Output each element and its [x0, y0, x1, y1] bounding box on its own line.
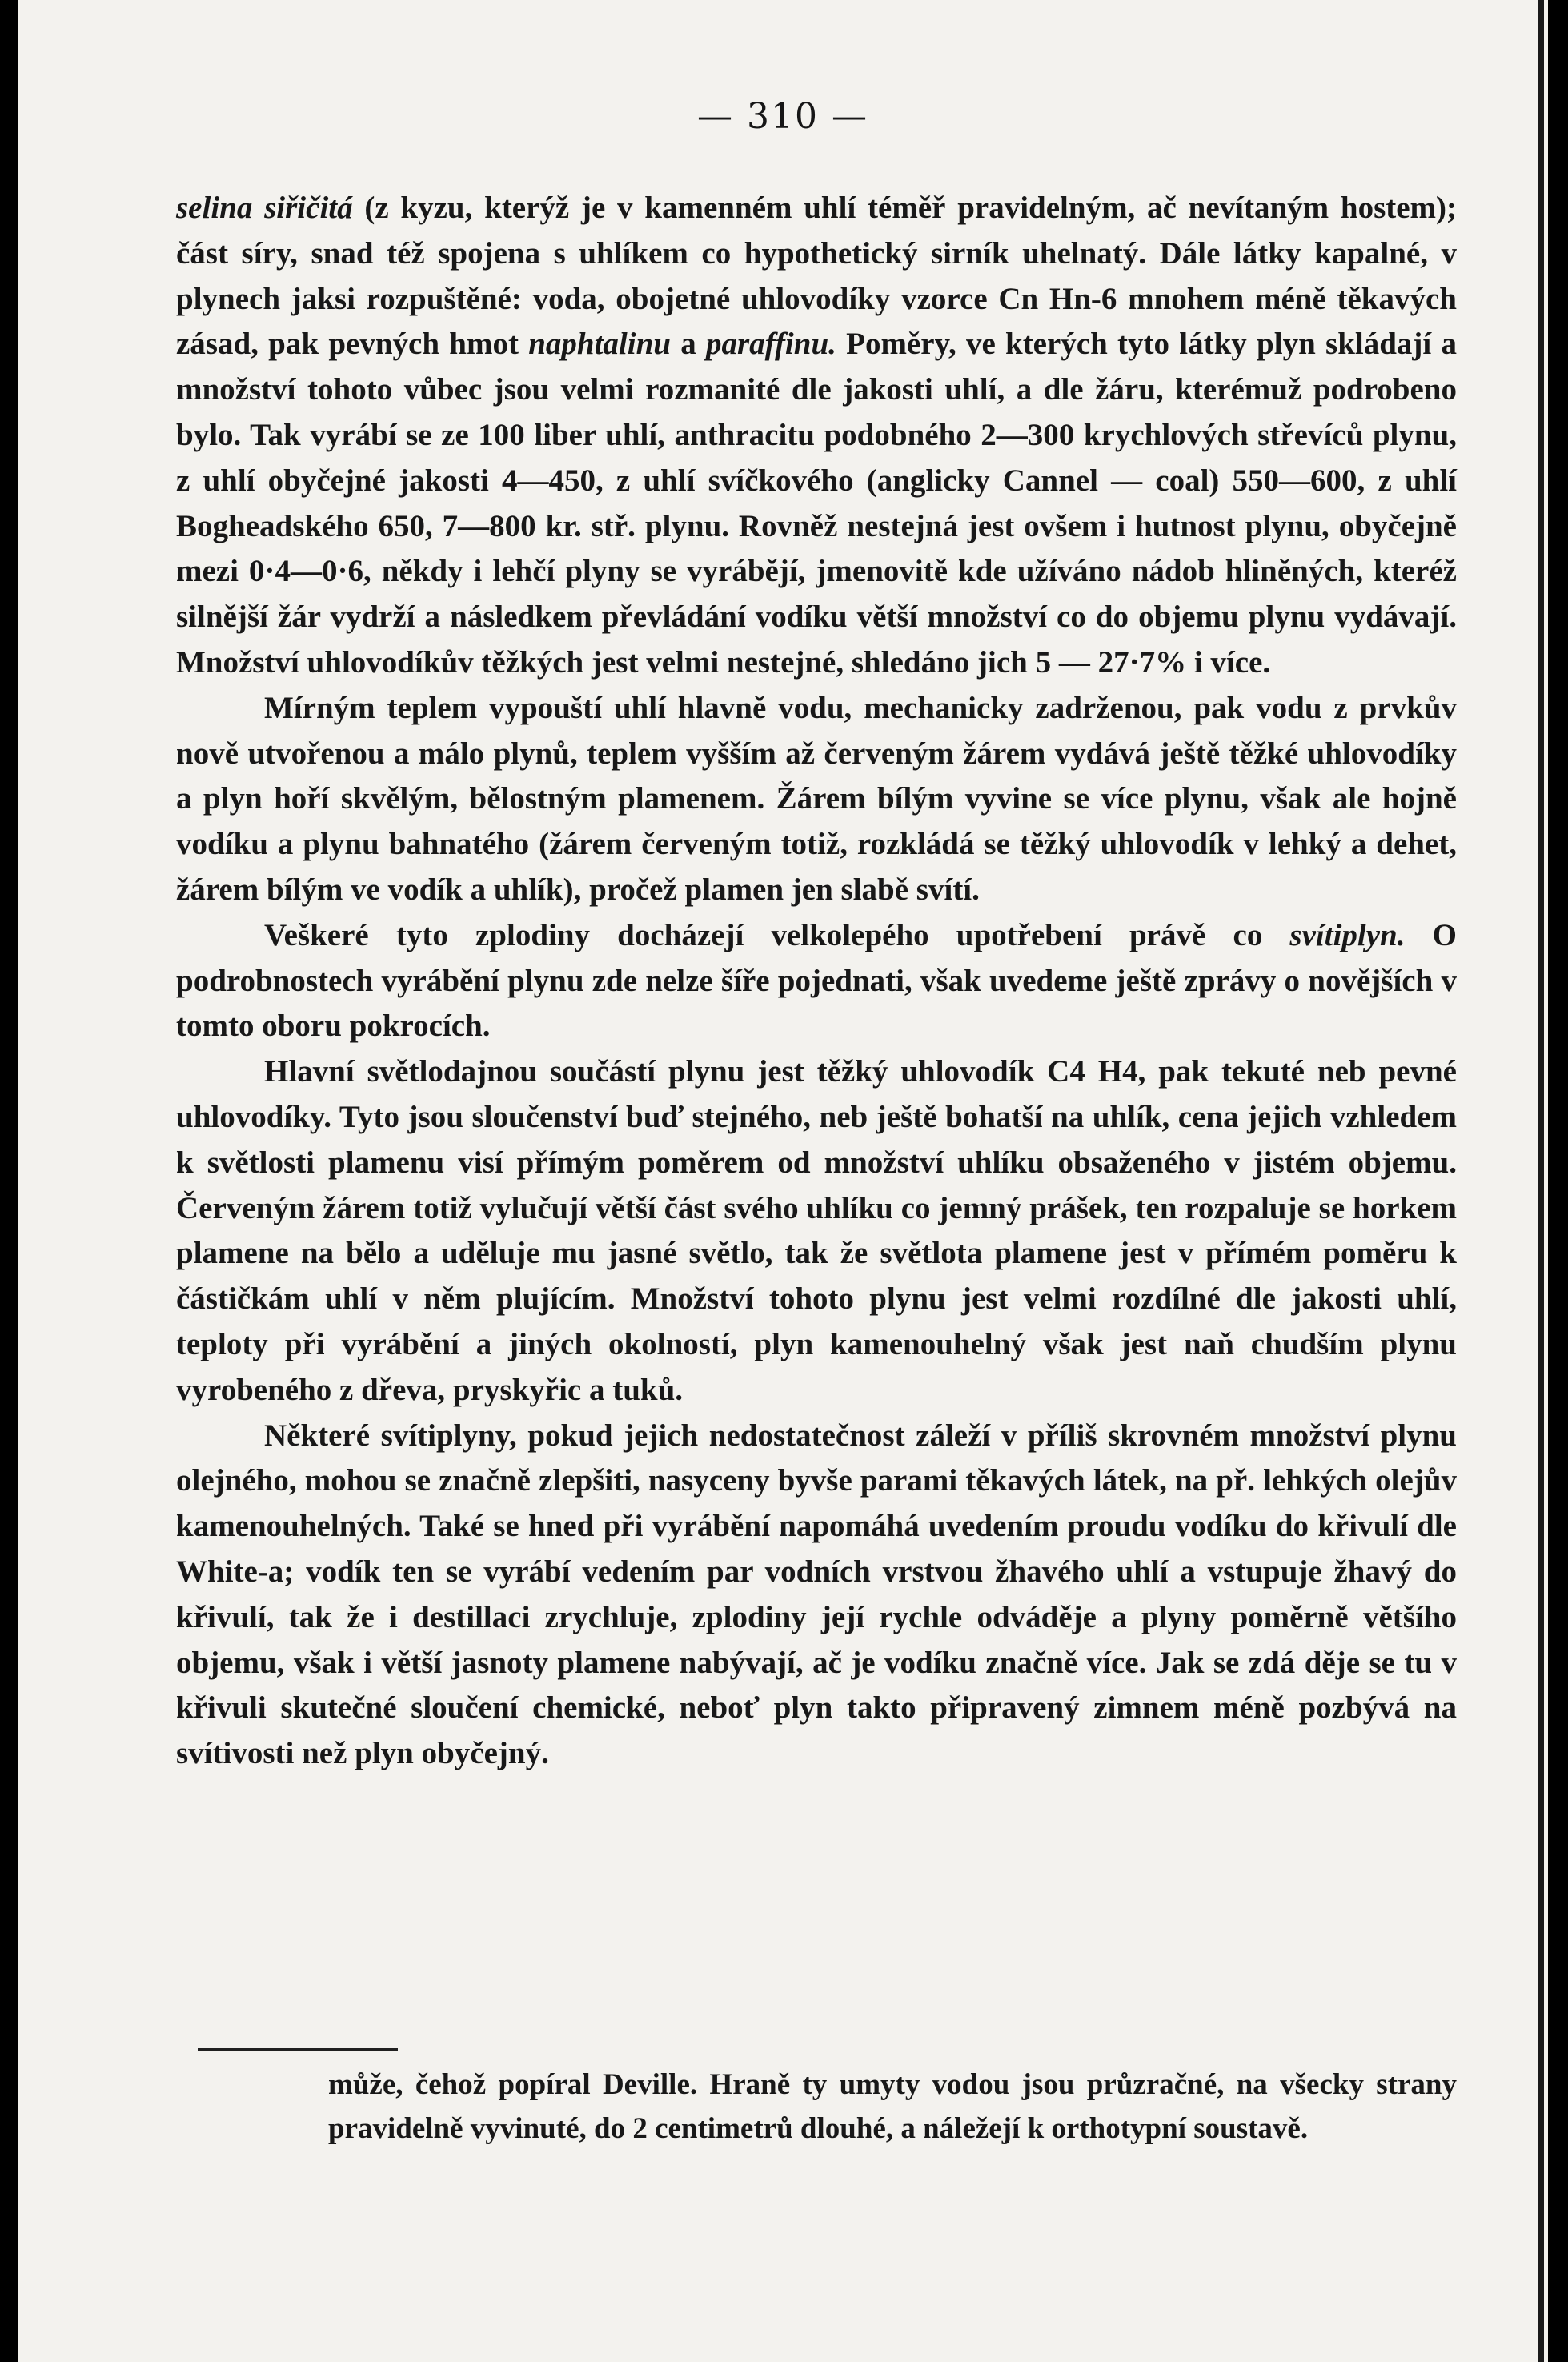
italic-term: paraffinu. [705, 327, 836, 362]
text-run: a [670, 327, 706, 362]
book-page [18, 0, 1548, 2362]
main-text [176, 186, 1457, 1777]
italic-term: naphtalinu [528, 327, 671, 362]
paragraph [176, 686, 1457, 913]
paragraph [176, 913, 1457, 1049]
text-run: O podrobnostech vyrábění plynu zde nelze šíře pojednati, však uvedeme ještě zprávy o novějších v tomto oboru pokrocích. [176, 917, 1457, 1044]
footnote-rule [198, 2048, 398, 2051]
paragraph [176, 186, 1457, 686]
text-run: Veškeré tyto zplodiny docházejí velkolepého upotřebení právě co [264, 917, 1290, 952]
italic-term: selina siřičitá [176, 190, 353, 225]
text-run: Mírným teplem vypouští uhlí hlavně vodu, mechanicky zadrženou, pak vodu z prvkův nově utvořenou a málo plynů, teplem vyšším až červeným žárem vydává ještě těžké uhlovodíky a plyn hoří skvělým, bělostným plamenem. Žárem bílým vyvine se více plynu, však ale hojně vodíku a plynu bahnatého (žárem červeným totiž, rozkládá se těžký uhlovodík v lehký a dehet, žárem bílým ve vodík a uhlík), pročež plamen jen slabě svítí. [176, 690, 1457, 907]
footnote: může, čehož popíral Deville. Hraně ty umyty vodou jsou průzračné, na všecky strany pravidelně vyvinuté, do 2 centimetrů dlouhé, a náležejí k orthotypní soustavě. [328, 2068, 1457, 2145]
paragraph [176, 1414, 1457, 1777]
paragraph [176, 1049, 1457, 1413]
text-run: Některé svítiplyny, pokud jejich nedostatečnost záleží v příliš skrovném množství plynu olejného, mohou se značně zlepšiti, nasyceny byvše parami těkavých látek, na př. lehkých olejův kamenouhelných. Také se hned při vyrábění napomáhá uvedením proudu vodíku do křivulí dle White-a; vodík ten se vyrábí vedením par vodních vrstvou žhavého uhlí a vstupuje žhavý do křivulí, tak že i destillaci zrychluje, zplodiny její rychle odváděje a plyny poměrně většího objemu, však i větší jasnoty plamene nabývají, ač je vodíku značně více. Jak se zdá děje se tu v křivuli skutečné sloučení chemické, neboť plyn takto připravený zimnem méně pozbývá na svítivosti než plyn obyčejný. [176, 1418, 1457, 1771]
text-run: Poměry, ve kterých tyto látky plyn skládají a množství tohoto vůbec jsou velmi rozmanité dle jakosti uhlí, a dle žáru, kterémuž podrobeno bylo. Tak vyrábí se ze 100 liber uhlí, anthracitu podobného 2—300 krychlových střevíců plynu, z uhlí obyčejné jakosti 4—450, z uhlí svíčkového (anglicky Cannel — coal) 550—600, z uhlí Bogheadského 650, 7—800 kr. stř. plynu. Rovněž nestejná jest ovšem i hutnost plynu, obyčejně mezi 0·4—0·6, někdy i lehčí plyny se vyrábějí, jmenovitě kde užíváno nádob hliněných, kteréž silnější žár vydrží a následkem převládání vodíku větší množství co do objemu plynu vydávají. Množství uhlovodíkův těžkých jest velmi nestejné, shledáno jich 5 — 27·7% i více. [176, 327, 1457, 680]
text-run: Hlavní světlodajnou součástí plynu jest těžký uhlovodík C4 H4, pak tekuté neb pevné uhlovodíky. Tyto jsou sloučenství buď stejného, neb ještě bohatší na uhlík, cena jejich vzhledem k světlosti plamenu visí přímým poměrem od množství uhlíku obsaženého v jistém objemu. Červeným žárem totiž vylučují větší část svého uhlíku co jemný prášek, ten rozpaluje se horkem plamene na bělo a uděluje mu jasné světlo, tak že světlota plamene jest v přímém poměru k částičkám uhlí v něm plujícím. Množství tohoto plynu jest velmi rozdílné dle jakosti uhlí, teploty při vyrábění a jiných okolností, plyn kamenouhelný však jest naň chudším plynu vyrobeného z dřeva, pryskyřic a tuků. [176, 1054, 1457, 1407]
page-number: — 310 — [697, 96, 868, 137]
italic-term: svítiplyn. [1289, 917, 1406, 952]
text-run: (z kyzu, kterýž je v kamenném uhlí téměř pravidelným, ač nevítaným hostem); část síry, snad též spojena s uhlíkem co hypothetický sirník uhelnatý. Dále látky kapalné, v plynech jaksi rozpuštěné: voda, obojetné uhlovodíky vzorce Cn Hn-6 mnohem méně těkavých zásad, pak pevných hmot [176, 190, 1458, 362]
page-edge [1538, 0, 1544, 2362]
